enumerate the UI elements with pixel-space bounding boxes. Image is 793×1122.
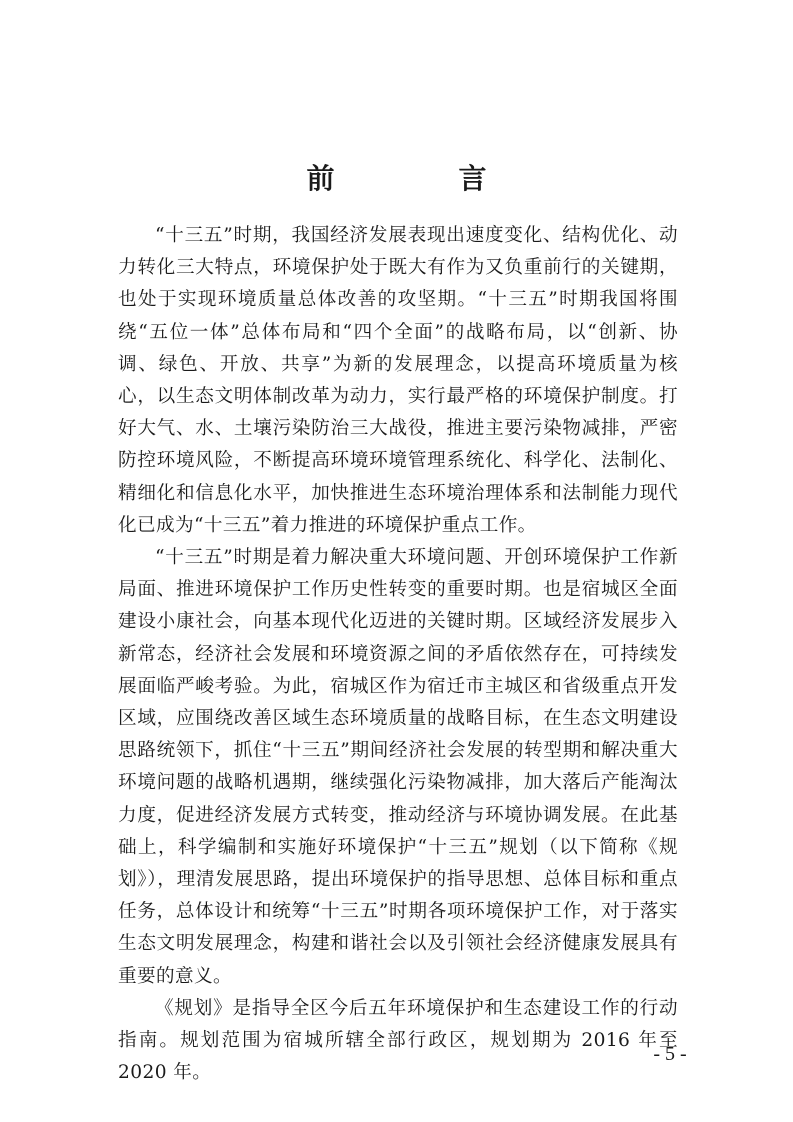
- paragraph-3: 《规划》是指导全区今后五年环境保护和生态建设工作的行动指南。规划范围为宿城所辖全部行政区，规划期为 2016 年至 2020 年。: [118, 997, 678, 1084]
- paragraph-2: “十三五”时期是着力解决重大环境问题、开创环境保护工作新局面、推进环境保护工作历史性转变的重要时期。也是宿城区全面建设小康社会，向基本现代化迈进的关键时期。区域经济发展步入新常态，经济社会发展和环境资源之间的矛盾依然存在，可持续发展面临严峻考验。为此，宿城区作为宿迁市主城区和省级重点开发区域，应围绕改善区域生态环境质量的战略目标，在生态文明建设思路统领下，抓住“十三五”期间经济社会发展的转型期和解决重大环境问题的战略机遇期，继续强化污染物减排，加大落后产能淘汰力度，促进经济发展方式转变，推动经济与环境协调发展。在此基础上，科学编制和实施好环境保护“十三五”规划（以下简称《规划》），理清发展思路，提出环境保护的指导思想、总体目标和重点任务，总体设计和统筹“十三五”时期各项环境保护工作，对于落实生态文明发展理念，构建和谐社会以及引领社会经济健康发展具有重要的意义。: [118, 547, 678, 987]
- page-title: 前 言: [306, 161, 535, 195]
- paragraph-1: “十三五”时期，我国经济发展表现出速度变化、结构优化、动力转化三大特点，环境保护处于既大有作为又负重前行的关键期，也处于实现环境质量总体改善的攻坚期。“十三五”时期我国将围绕“五位一体”总体布局和“四个全面”的战略布局，以“创新、协调、绿色、开放、共享”为新的发展理念，以提高环境质量为核心，以生态文明体制改革为动力，实行最严格的环境保护制度。打好大气、水、土壤污染防治三大战役，推进主要污染物减排，严密防控环境风险，不断提高环境环境管理系统化、科学化、法制化、精细化和信息化水平，加快推进生态环境治理体系和法制能力现代化已成为“十三五”着力推进的环境保护重点工作。: [118, 225, 678, 536]
- page-number: - 5 -: [653, 1043, 687, 1065]
- body-text: [118, 220, 678, 1089]
